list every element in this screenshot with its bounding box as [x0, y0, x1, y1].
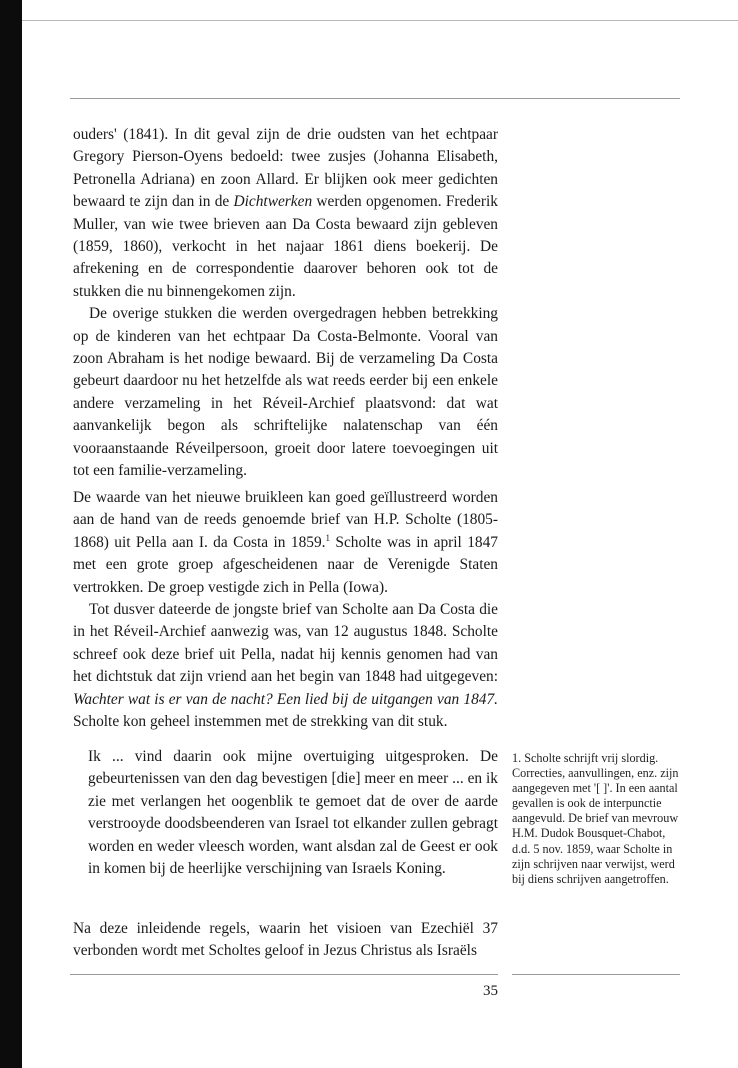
header-rule [70, 98, 680, 99]
footer-rule [70, 974, 498, 975]
binding-edge [0, 0, 22, 1068]
top-rule [22, 20, 738, 21]
paragraph-3 [73, 487, 498, 599]
text-block-1 [73, 124, 498, 483]
paragraph-1-title: Dichtwerken [233, 193, 313, 211]
text-block-3 [73, 918, 498, 963]
paragraph-4 [73, 599, 498, 733]
footnote-1: 1. Scholte schrijft vrij slordig. Correcties, aanvullingen, enz. zijn aangegeven met '[ ]'. In een aantal gevallen is ook de interpunctie aangevuld. De brief van mevrouw H.M. Dudok Bousquet-Chabot, d.d. 5 nov. 1859, waar Scholte in zijn schrijven naar verwijst, werd bij diens schrijven aangetroffen. [512, 751, 679, 886]
paragraph-4-title: Wachter wat is er van de nacht? Een lied bij de uitgangen van 1847. [73, 690, 498, 708]
text-block-2 [73, 487, 498, 733]
paragraph-1-text: ouders' (1841). In dit geval zijn de drie oudsten van het echtpaar Gregory Pierson-Oyens bedoeld: twee zusjes (Johanna Elisabeth, Petronella Adriana) en zoon Allard. Er blijken ook meer gedichten bewaard te zijn dan in de [73, 126, 498, 211]
footnote-rule [512, 974, 680, 975]
paragraph-1-text-end: werden opgenomen. Frederik Muller, van wie twee brieven aan Da Costa bewaard zijn gebleven (1859, 1860), verkocht in het najaar 1861 diens boekerij. De afrekening en de correspondentie daarover behoren ook tot de stukken die nu binnengekomen zijn. [73, 193, 498, 300]
paragraph-3-text-end: Scholte was in april 1847 met een grote groep afgescheidenen naar de Verenigde Staten vertrokken. De groep vestigde zich in Pella (Iowa). [73, 533, 498, 596]
block-quote [88, 746, 498, 880]
paragraph-4-text: Tot dusver dateerde de jongste brief van Scholte aan Da Costa die in het Réveil-Archief aanwezig was, van 12 augustus 1848. Scholte schreef ook deze brief uit Pella, nadat hij kennis genomen had van het dichtstuk dat zijn vriend aan het begin van 1848 had uitgegeven: [73, 601, 498, 686]
paragraph-5: Na deze inleidende regels, waarin het visioen van Ezechiël 37 verbonden wordt met Scholtes geloof in Jezus Christus als Israëls [73, 920, 498, 960]
paragraph-4-text-end: Scholte kon geheel instemmen met de strekking van dit stuk. [73, 713, 448, 731]
footnote-sidebar [512, 751, 682, 887]
paragraph-3-text: De waarde van het nieuwe bruikleen kan goed geïllustreerd worden aan de hand van de reeds genoemde brief van H.P. Scholte (1805-1868) uit Pella aan I. da Costa in 1859. [73, 489, 498, 551]
page-number: 35 [483, 983, 498, 999]
paragraph-1 [73, 124, 498, 303]
paragraph-2: De overige stukken die werden overgedragen hebben betrekking op de kinderen van het echtpaar Da Costa-Belmonte. Vooral van zoon Abraham is het nodige bewaard. Bij de verzameling Da Costa gebeurt daardoor nu het hetzelfde als wat reeds eerder bij een enkele andere verzameling in het Réveil-Archief plaatsvond: dat wat aanvankelijk begon als schriftelijke nalatenschap van één vooraanstaande Réveilpersoon, groeit door latere toevoegingen uit tot een familie-verzameling. [73, 305, 498, 480]
footnote-reference[interactable]: 1 [325, 532, 331, 543]
quote-text: Ik ... vind daarin ook mijne overtuiging uitgesproken. De gebeurtenissen van den dag bevestigen [die] meer en meer ... en ik zie met verlangen het oogenblik te gemoet dat de over de aarde verstrooyde doodsbeenderen van Israel tot elkander zullen gebragt worden en weder vleesch worden, want alsdan zal de Geest er ook in komen bij de heerlijke verschijning van Israels Koning. [88, 748, 498, 878]
